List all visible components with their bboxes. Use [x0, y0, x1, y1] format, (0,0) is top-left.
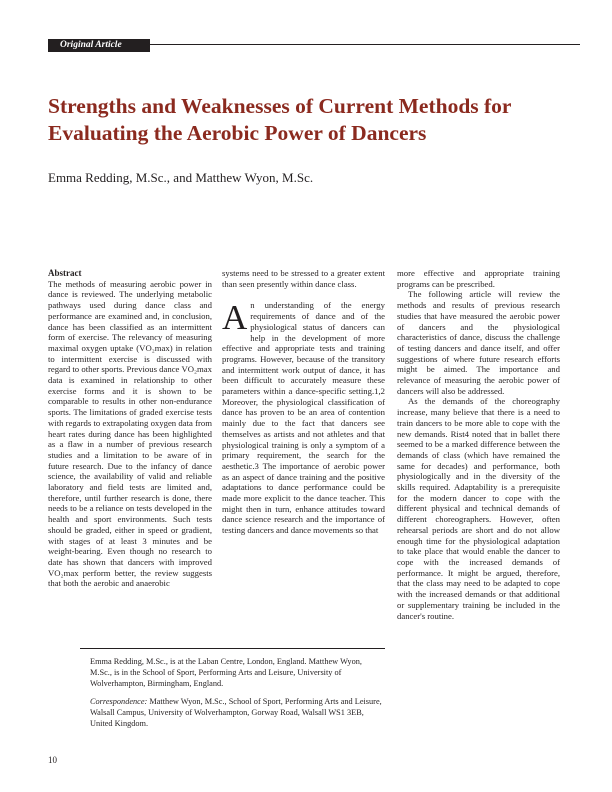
correspondence-text: Matthew Wyon, M.Sc., School of Sport, Performing Arts and Leisure, Walsall Campus, University of Wolverhampton, Gorway Road, Walsall WS1 3EB, United Kingdom.	[90, 697, 382, 728]
affiliation-rule	[80, 648, 385, 649]
body-column-3	[397, 268, 560, 621]
body-paragraph-1-continued: more effective and appropriate training programs can be prescribed.	[397, 268, 560, 289]
body-column-2	[222, 268, 385, 536]
abstract-text: The methods of measuring aerobic power in dance is reviewed. The underlying metabolic pathways used during dance class and performance are examined and, in conclusion, dance has been classified as an intermittent form of exercise. The relevancy of measuring maximal oxygen uptake (VO₂max) in relation to intermittent exercise is discussed with regard to other sports. Previous dance VO₂max data is examined in relationship to other exercise forms and it is shown to be comparable to results in other non-endurance sports. The limitations of graded exercise tests with regards to extrapolating oxygen data from heart rates during dance has been highlighted as a flaw in a number of previous research studies and a limitation to be aware of in future research. Due to the infancy of dance science, the availability of valid and reliable laboratory and field tests are limited and, therefore, until further research is done, there needs to be a reliance on tests developed in the health and sport environments. Such tests should be graded, either in speed or gradient, with stages of at least 3 minutes and be weight-bearing. Even though no research to date has shown that dancers with improved VO₂max perform better, the review suggests that both the aerobic and anaerobic	[48, 278, 212, 589]
section-tag: Original Article	[48, 39, 150, 52]
correspondence	[90, 697, 385, 729]
article-title: Strengths and Weaknesses of Current Methods for Evaluating the Aerobic Power of Dancers	[48, 94, 512, 145]
abstract-heading: Abstract	[48, 268, 82, 278]
body-paragraph-1: An understanding of the energy requirements of dance and of the physiological status of dancers can help in the development of more effective and appropriate tests and training programs. However, because of the transitory and intermittent work output of dance, it has been difficult to accurately measure these parameters within a dance-specific setting.1,2 Moreover, the physiological classification of dance has proven to be an area of contention mainly due to the fact that dancers see themselves as artists and not athletes and that physiological training is only a symptom of a primary requirement, the search for the aesthetic.3 The importance of aerobic power as an aspect of dance training and the positive adaptations to dance performance could be made more explicit to the dance teacher. This might then in turn, enhance attitudes toward dance science research and the importance of testing dancers and dance movements so that	[222, 298, 385, 536]
body-paragraph-2: The following article will review the methods and results of previous research studies that have measured the aerobic power of dancers and the physiological characteristics of dance, discuss the challenge of testing dancers and dance itself, and offer suggestions of where future research efforts might be aimed. The importance and relevance of measuring the aerobic power of dancers will also be addressed.	[397, 289, 560, 396]
abstract-column	[48, 268, 212, 589]
affiliation-box	[90, 657, 385, 738]
correspondence-label: Correspondence:	[90, 697, 148, 707]
drop-cap: A	[222, 298, 248, 338]
page-number: 10	[48, 755, 57, 765]
body-paragraph-3: As the demands of the choreography increase, many believe that there is a need to train dancers to be more able to cope with the new demands. Rist4 noted that in ballet there seemed to be a marked difference between the demands of class (which have remained the same for decades) and performance, both physiologically and in the diversity of the skills required. Adaptability is a prerequisite for the modern dancer to cope with the different physical and technical demands of different choreographers. However, often rehearsal periods are short and do not allow enough time for the physiological adaptation to take place that would enable the dancer to cope with the increased demands of performance. It might be argued, therefore, that the class may need to be adapted to cope with the increased demands or that additional or supplementary training be included in the dancer's routine.	[397, 396, 560, 621]
affiliation-note: Emma Redding, M.Sc., is at the Laban Centre, London, England. Matthew Wyon, M.Sc., is in the School of Sport, Performing Arts and Leisure, University of Wolverhampton, Birmingham, England.	[90, 657, 362, 688]
abstract-text-continued: systems need to be stressed to a greater extent than seen presently within dance class.	[222, 268, 385, 289]
article-authors: Emma Redding, M.Sc., and Matthew Wyon, M.Sc.	[48, 170, 314, 185]
